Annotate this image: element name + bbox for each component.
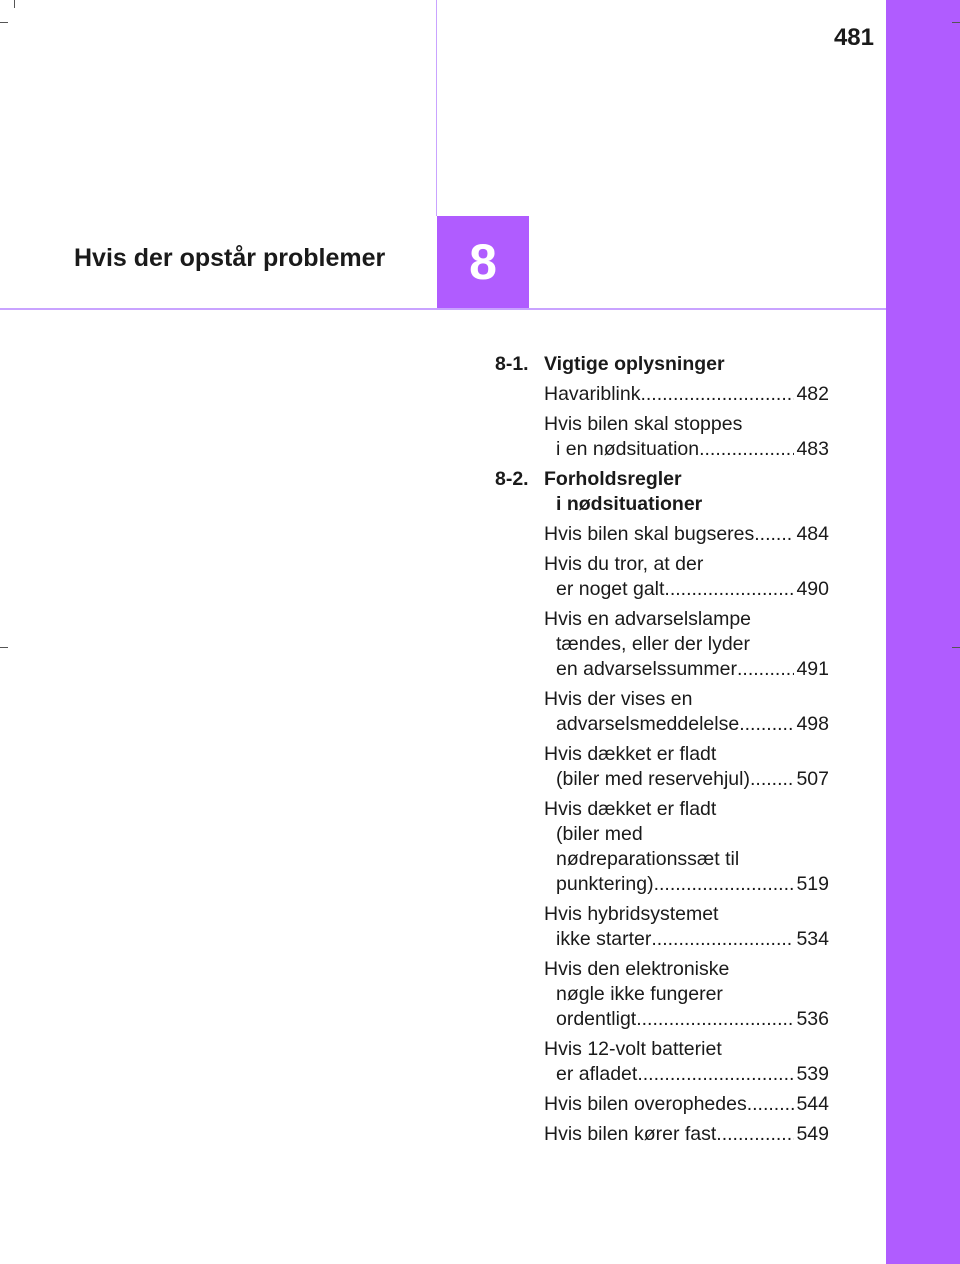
entry-page-number: 544 (796, 1093, 829, 1115)
entry-line: Hvis en advarselslampe (544, 608, 752, 630)
toc-entry[interactable] (544, 522, 829, 547)
entry-page-number: 549 (796, 1123, 829, 1145)
entry-last-line (544, 872, 829, 897)
entry-page-number: 539 (796, 1063, 829, 1085)
dot-leader (651, 927, 794, 952)
entry-line: Hvis du tror, at der (544, 553, 704, 575)
section-title (544, 352, 829, 377)
vertical-divider (436, 0, 437, 216)
dot-leader (754, 522, 794, 547)
entry-last-line (544, 577, 829, 602)
dot-leader (716, 1122, 794, 1147)
dot-leader (699, 437, 794, 462)
chapter-number-badge (437, 216, 529, 308)
toc-entry[interactable] (544, 902, 829, 952)
dot-leader (636, 1007, 794, 1032)
entry-line: Hvis dækket er fladt (544, 743, 717, 765)
section-title-line: Forholdsregler (544, 468, 682, 490)
entry-last-line (544, 1092, 829, 1117)
entry-last-line (544, 522, 829, 547)
entry-line: nødreparationssæt til (556, 848, 740, 870)
entry-title: Hvis bilen kører fast (544, 1123, 717, 1145)
entry-title: punktering) (556, 873, 654, 895)
toc-section-heading (495, 467, 829, 517)
dot-leader (640, 382, 794, 407)
entry-line: Hvis bilen skal stoppes (544, 413, 743, 435)
crop-mark (0, 647, 8, 648)
entry-line: Hvis der vises en (544, 688, 693, 710)
chapter-number: 8 (469, 234, 497, 290)
entry-title: (biler med reservehjul) (556, 768, 750, 790)
entry-page-number: 483 (796, 438, 829, 460)
toc-entry[interactable] (544, 412, 829, 462)
toc-entry[interactable] (544, 1092, 829, 1117)
entry-last-line (544, 1007, 829, 1032)
entry-title: er afladet (556, 1063, 638, 1085)
toc-entry[interactable] (544, 797, 829, 897)
chapter-color-band (886, 0, 960, 1264)
entry-last-line (544, 1062, 829, 1087)
entry-page-number: 498 (796, 713, 829, 735)
toc-entry[interactable] (544, 552, 829, 602)
entry-title: en advarselssummer (556, 658, 737, 680)
entry-title: Hvis bilen overophedes (544, 1093, 747, 1115)
entry-page-number: 490 (796, 578, 829, 600)
entry-last-line (544, 712, 829, 737)
entry-line: Hvis 12-volt batteriet (544, 1038, 722, 1060)
entry-title: ikke starter (556, 928, 652, 950)
entry-last-line (544, 382, 829, 407)
entry-line: Hvis hybridsystemet (544, 903, 719, 925)
entry-line: nøgle ikke fungerer (556, 983, 723, 1005)
entry-page-number: 519 (796, 873, 829, 895)
toc-section-heading (495, 352, 829, 377)
dot-leader (637, 1062, 794, 1087)
dot-leader (654, 872, 795, 897)
entry-line: Hvis dækket er fladt (544, 798, 717, 820)
section-title-line: i nødsituationer (556, 493, 703, 515)
entry-line: tændes, eller der lyder (556, 633, 751, 655)
entry-title: Hvis bilen skal bugseres (544, 523, 755, 545)
entry-page-number: 484 (796, 523, 829, 545)
dot-leader (737, 657, 794, 682)
toc-entry[interactable] (544, 742, 829, 792)
dot-leader (750, 767, 794, 792)
crop-mark (952, 647, 960, 648)
entry-last-line (544, 927, 829, 952)
toc-entry[interactable] (544, 607, 829, 682)
dot-leader (747, 1092, 795, 1117)
entry-last-line (544, 657, 829, 682)
entry-line: (biler med (556, 823, 643, 845)
entry-title: advarselsmeddelelse (556, 713, 740, 735)
section-number: 8-1. (495, 353, 529, 375)
table-of-contents (495, 352, 829, 1152)
section-title (544, 467, 829, 517)
entry-last-line (544, 1122, 829, 1147)
toc-entry[interactable] (544, 1037, 829, 1087)
chapter-title: Hvis der opstår problemer (74, 244, 386, 272)
entry-last-line (544, 767, 829, 792)
entry-title: i en nødsituation (556, 438, 700, 460)
toc-entry[interactable] (544, 1122, 829, 1147)
section-number: 8-2. (495, 468, 529, 490)
toc-entry[interactable] (544, 687, 829, 737)
crop-mark (952, 22, 960, 23)
section-title-line: Vigtige oplysninger (544, 353, 725, 375)
entry-page-number: 482 (796, 383, 829, 405)
dot-leader (739, 712, 794, 737)
dot-leader (664, 577, 794, 602)
entry-last-line (544, 437, 829, 462)
entry-title: ordentligt (556, 1008, 637, 1030)
entry-page-number: 491 (796, 658, 829, 680)
page-number: 481 (833, 24, 874, 51)
toc-entry[interactable] (544, 957, 829, 1032)
crop-mark (0, 22, 8, 23)
entry-page-number: 507 (796, 768, 829, 790)
toc-entry[interactable] (544, 382, 829, 407)
crop-mark (14, 0, 15, 8)
entry-page-number: 534 (796, 928, 829, 950)
header-underline (0, 308, 886, 310)
entry-page-number: 536 (796, 1008, 829, 1030)
entry-line: Hvis den elektroniske (544, 958, 730, 980)
entry-title: Havariblink (544, 383, 641, 405)
entry-title: er noget galt (556, 578, 665, 600)
